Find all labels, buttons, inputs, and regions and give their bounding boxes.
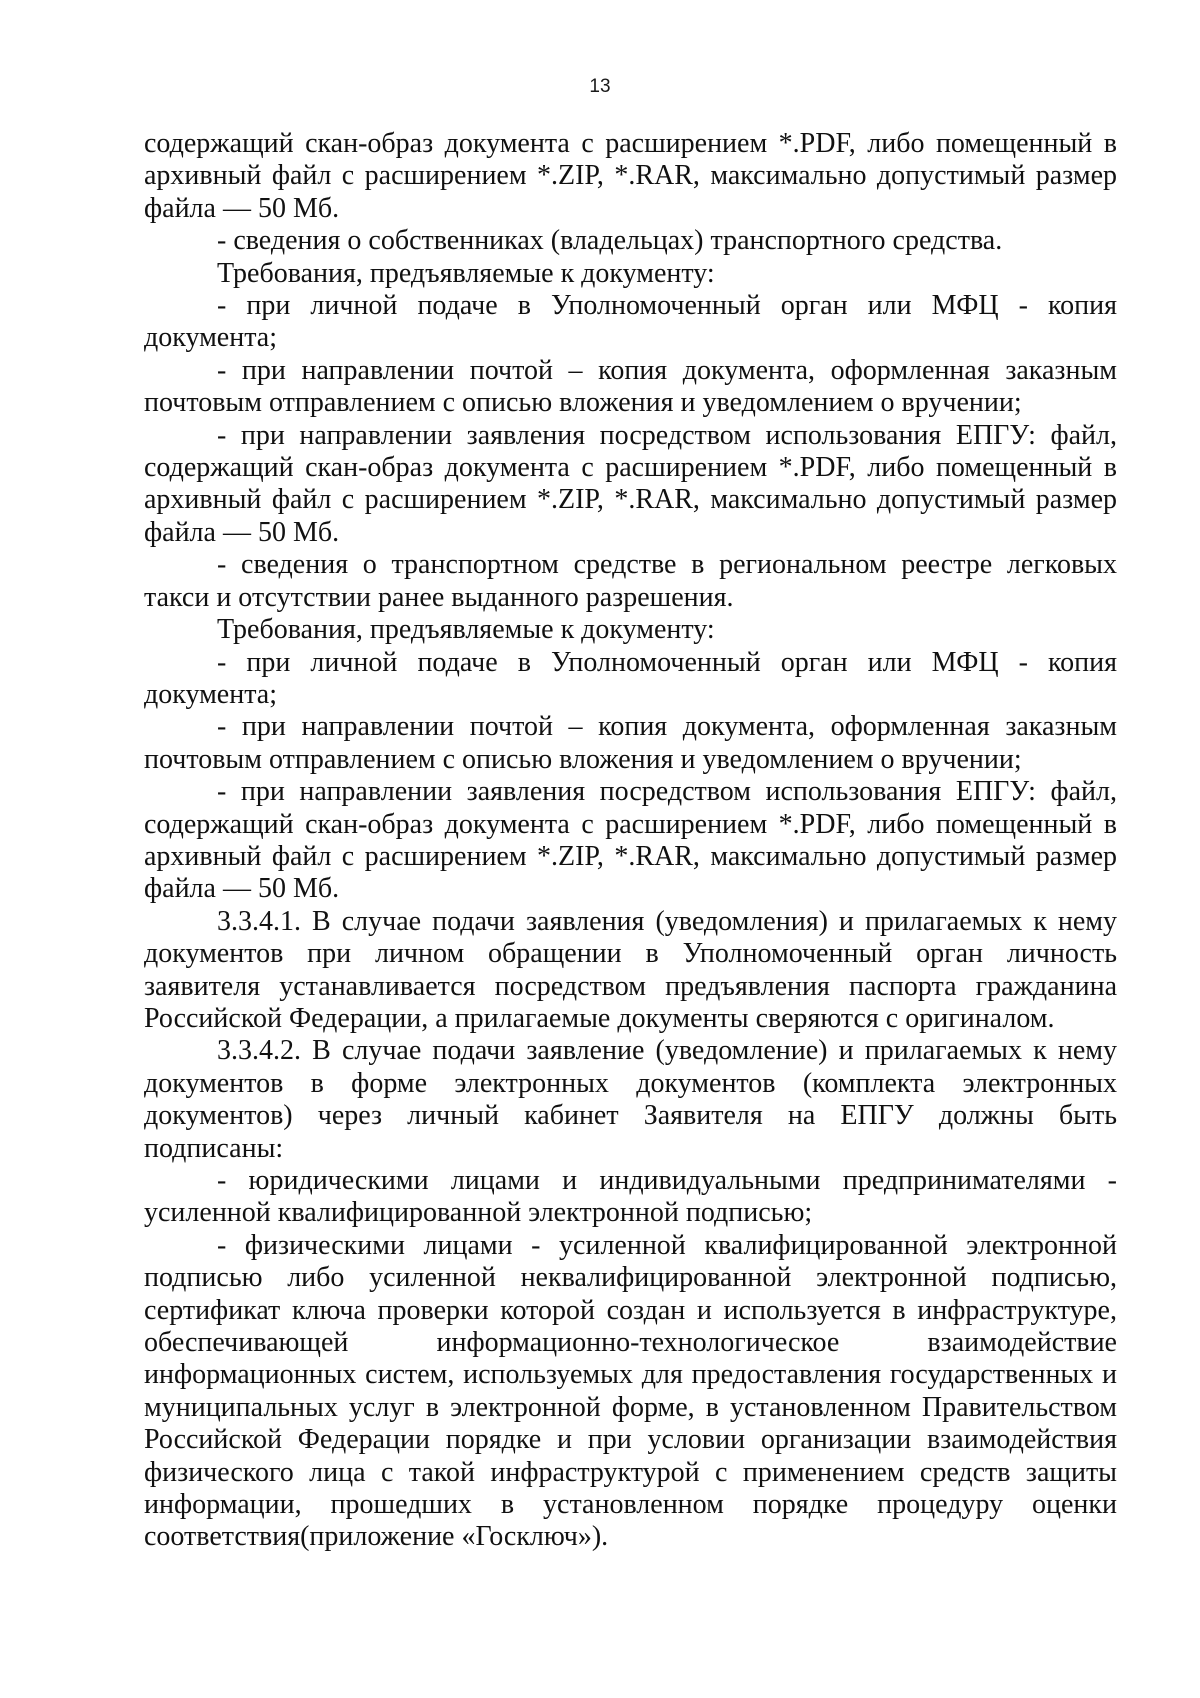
paragraph-owner-info: - сведения о собственниках (владельцах) транспортного средства.: [217, 225, 1003, 257]
paragraph-mail-submission: - при направлении почтой – копия документа, оформленная заказным почтовым отправлением с описью вложения и уведомлением о вручении;: [144, 354, 1117, 419]
paragraph-section-3-3-4-1: 3.3.4.1. В случае подачи заявления (уведомления) и прилагаемых к нему документов при личном обращении в Уполномоченный орган личность заявителя устанавливается посредством предъявления паспорта гражданина Российской Федерации, а прилагаемые документы сверяются с оригиналом.: [144, 905, 1117, 1034]
paragraph-vehicle-registry-info: - сведения о транспортном средстве в региональном реестре легковых такси и отсутствии ранее выданного разрешения.: [144, 549, 1117, 613]
paragraph-individuals-signature: - физическими лицами - усиленной квалифицированной электронной подписью либо усиленной неквалифицированной электронной подписью, сертификат ключа проверки которой создан и используется в инфраструктуре, обеспечивающей информационно-технологическое взаимодействие информационных систем, используемых для предоставления государственных и муниципальных услуг в электронной форме, в установленном Правительством Российской Федерации порядке и при условии организации взаимодействия физического лица с такой инфраструктурой с применением средств защиты информации, прошедших в установленном порядке процедуру оценки соответствия(приложение «Госключ»).: [144, 1229, 1117, 1553]
paragraph-section-3-3-4-2: 3.3.4.2. В случае подачи заявление (уведомление) и прилагаемых к нему документов в форме электронных документов (комплекта электронных документов) через личный кабинет Заявителя на ЕПГУ должны быть подписаны:: [144, 1035, 1117, 1164]
document-body: [144, 128, 1117, 1554]
paragraph-epgu-submission: - при направлении заявления посредством использования ЕПГУ: файл, содержащий скан-образ документа с расширением *.PDF, либо помещенный в архивный файл с расширением *.ZIP, *.RAR, максимально допустимый размер файла — 50 Мб.: [144, 419, 1117, 548]
paragraph-requirements-heading: Требования, предъявляемые к документу:: [217, 614, 715, 646]
paragraph-legal-entities-signature: - юридическими лицами и индивидуальными предпринимателями - усиленной квалифицированной электронной подписью;: [144, 1165, 1117, 1229]
paragraph-personal-submission: - при личной подаче в Уполномоченный орган или МФЦ - копия документа;: [144, 646, 1117, 710]
paragraph-scan-continuation: содержащий скан-образ документа с расширением *.PDF, либо помещенный в архивный файл с расширением *.ZIP, *.RAR, максимально допустимый размер файла — 50 Мб.: [144, 128, 1117, 224]
paragraph-requirements-heading: Требования, предъявляемые к документу:: [217, 257, 715, 289]
page-number: 13: [589, 76, 611, 97]
paragraph-mail-submission: - при направлении почтой – копия документа, оформленная заказным почтовым отправлением с описью вложения и уведомлением о вручении;: [144, 711, 1117, 775]
paragraph-personal-submission: - при личной подаче в Уполномоченный орган или МФЦ - копия документа;: [144, 290, 1117, 354]
paragraph-epgu-submission: - при направлении заявления посредством использования ЕПГУ: файл, содержащий скан-образ документа с расширением *.PDF, либо помещенный в архивный файл с расширением *.ZIP, *.RAR, максимально допустимый размер файла — 50 Мб.: [144, 776, 1117, 905]
